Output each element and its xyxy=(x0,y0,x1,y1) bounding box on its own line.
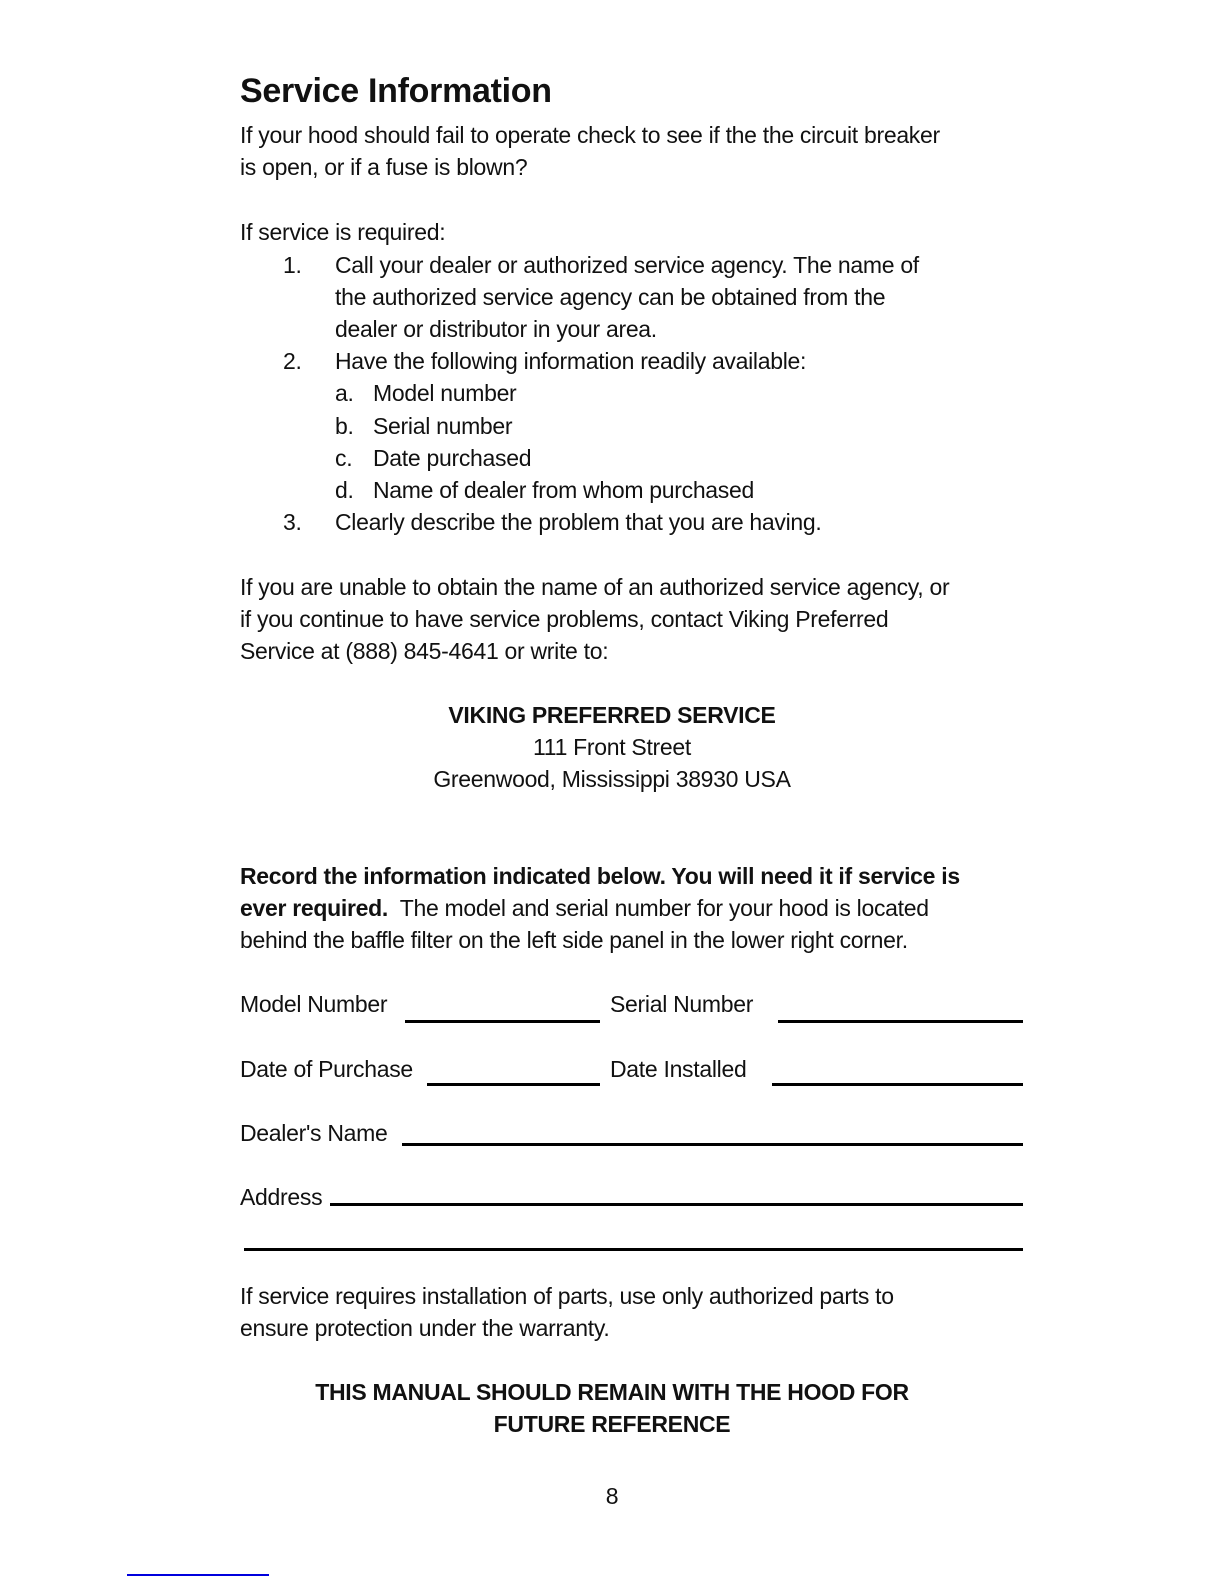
date-of-purchase-field[interactable] xyxy=(427,1083,600,1086)
sub-item-letter: c. xyxy=(335,445,353,471)
address-name: VIKING PREFERRED SERVICE xyxy=(448,702,776,728)
footer-notice: THIS MANUAL SHOULD REMAIN WITH THE HOOD FOR xyxy=(315,1379,909,1405)
page-title: Service Information xyxy=(240,72,552,110)
page-number: 8 xyxy=(605,1483,619,1509)
intro-line: is open, or if a fuse is blown? xyxy=(240,154,528,180)
address-field[interactable] xyxy=(330,1203,1023,1206)
sub-item-letter: b. xyxy=(335,413,354,439)
model-number-label: Model Number xyxy=(240,991,388,1017)
record-line-2 xyxy=(240,892,929,924)
date-installed-field[interactable] xyxy=(772,1083,1023,1086)
contact-line: if you continue to have service problems, contact Viking Preferred xyxy=(240,606,889,632)
blue-rule xyxy=(127,1574,269,1576)
step-text: Have the following information readily available: xyxy=(335,348,807,374)
address-city: Greenwood, Mississippi 38930 USA xyxy=(433,766,791,792)
service-required-label: If service is required: xyxy=(240,219,446,245)
intro-line: If your hood should fail to operate check to see if the the circuit breaker xyxy=(240,122,940,148)
dealer-name-label: Dealer's Name xyxy=(240,1120,388,1146)
contact-line: If you are unable to obtain the name of an authorized service agency, or xyxy=(240,574,950,600)
sub-item-letter: a. xyxy=(335,380,354,406)
record-line-3: behind the baffle filter on the left side panel in the lower right corner. xyxy=(240,927,908,953)
serial-number-field[interactable] xyxy=(778,1020,1023,1023)
parts-line: ensure protection under the warranty. xyxy=(240,1315,610,1341)
sub-item-text: Date purchased xyxy=(373,445,532,471)
date-of-purchase-label: Date of Purchase xyxy=(240,1056,413,1082)
parts-line: If service requires installation of parts, use only authorized parts to xyxy=(240,1283,894,1309)
sub-item-letter: d. xyxy=(335,477,354,503)
sub-item-text: Name of dealer from whom purchased xyxy=(373,477,754,503)
address-field-line-2[interactable] xyxy=(244,1248,1023,1251)
step-number: 3. xyxy=(283,509,302,535)
step-text: the authorized service agency can be obtained from the xyxy=(335,284,886,310)
serial-number-label: Serial Number xyxy=(610,991,754,1017)
dealer-name-field[interactable] xyxy=(402,1143,1023,1146)
step-text: dealer or distributor in your area. xyxy=(335,316,657,342)
record-text: The model and serial number for your hood is located xyxy=(387,895,929,921)
contact-line: Service at (888) 845-4641 or write to: xyxy=(240,638,609,664)
sub-item-text: Serial number xyxy=(373,413,513,439)
record-bold: ever required. xyxy=(240,895,388,921)
step-number: 1. xyxy=(283,252,302,278)
date-installed-label: Date Installed xyxy=(610,1056,747,1082)
step-text: Call your dealer or authorized service agency. The name of xyxy=(335,252,919,278)
model-number-field[interactable] xyxy=(405,1020,600,1023)
sub-item-text: Model number xyxy=(373,380,517,406)
step-text: Clearly describe the problem that you are having. xyxy=(335,509,822,535)
record-instruction: Record the information indicated below. You will need it if service is xyxy=(240,863,960,889)
footer-notice: FUTURE REFERENCE xyxy=(493,1411,731,1437)
address-label: Address xyxy=(240,1184,323,1210)
address-street: 111 Front Street xyxy=(533,734,691,760)
step-number: 2. xyxy=(283,348,302,374)
